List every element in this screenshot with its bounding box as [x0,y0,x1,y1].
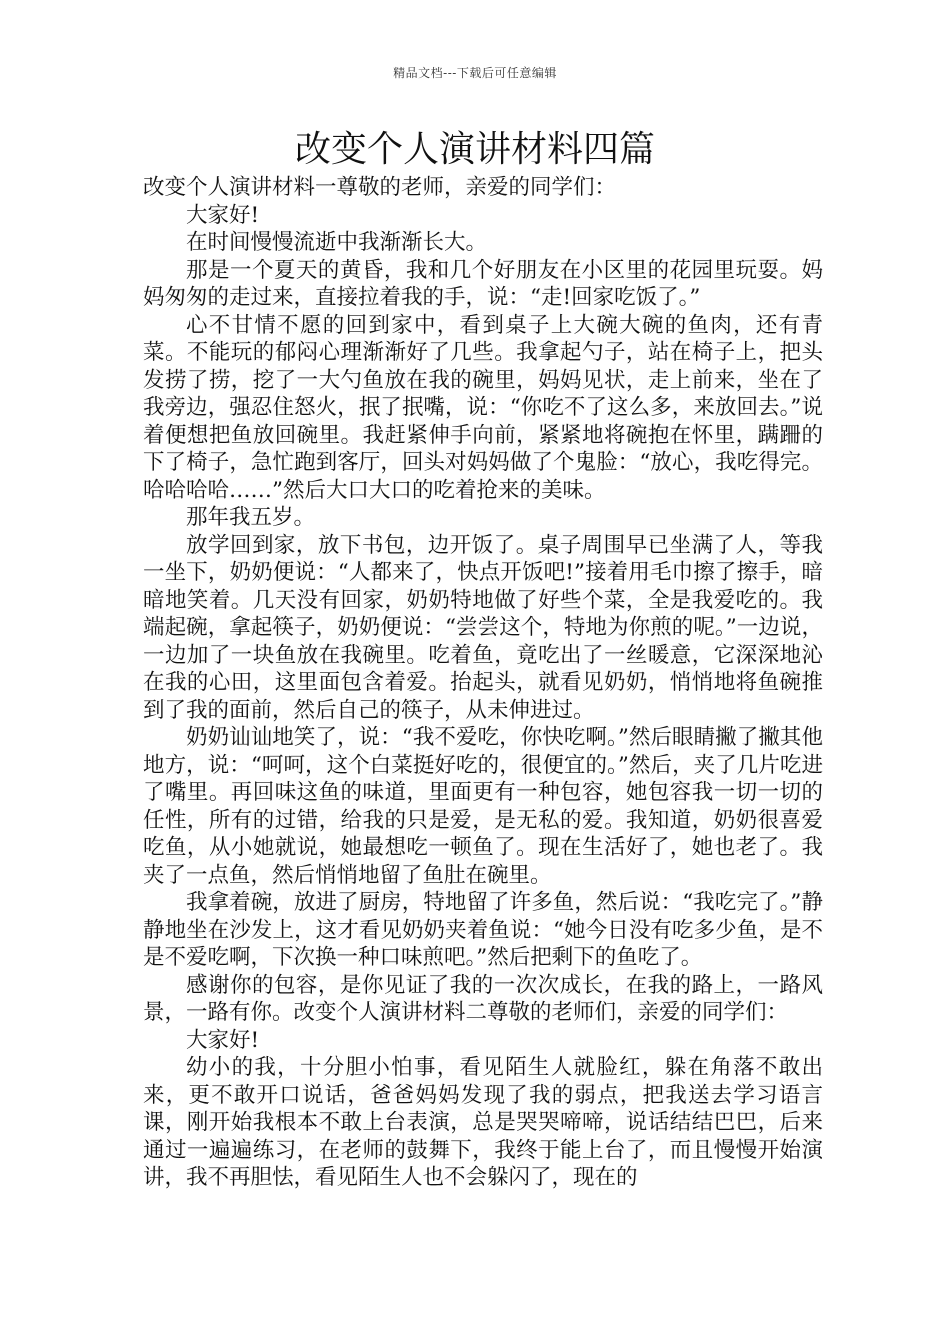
paragraph: 大家好! [186,202,260,228]
paragraph: 奶奶讪讪地笑了，说：“我不爱吃，你快吃啊。”然后眼睛撇了撇其他地方，说：“呵呵，这个白菜挺好吃的，很便宜的。”然后，夹了几片吃进了嘴里。再回味这鱼的味道，里面更有一种包容，她包容我一切一切的任性，所有的过错，给我的只是爱，是无私的爱。我知道，奶奶很喜爱吃鱼，从小她就说，她最想吃一顿鱼了。现在生活好了，她也老了。我夹了一点鱼，然后悄悄地留了鱼肚在碗里。 [143,725,823,888]
paragraph: 幼小的我，十分胆小怕事，看见陌生人就脸红，躲在角落不敢出来，更不敢开口说话，爸爸妈妈发现了我的弱点，把我送去学习语言课，刚开始我根本不敢上台表演，总是哭哭啼啼，说话结结巴巴，后来通过一遍遍练习，在老师的鼓舞下，我终于能上台了，而且慢慢开始演讲，我不再胆怯，看见陌生人也不会躲闪了，现在的 [143,1055,823,1190]
paragraph: 在时间慢慢流逝中我渐渐长大。 [186,230,488,255]
paragraph: 大家好! [186,1027,260,1053]
paragraph: 放学回到家，放下书包，边开饭了。桌子周围早已坐满了人，等我一坐下，奶奶便说：“人都来了，快点开饭吧!”接着用毛巾擦了擦手，暗暗地笑着。几天没有回家，奶奶特地做了好些个菜，全是我爱吃的。我端起碗，拿起筷子，奶奶便说：“尝尝这个，特地为你煎的呢。”一边说，一边加了一块鱼放在我碗里。吃着鱼，竟吃出了一丝暖意，它深深地沁在我的心田，这里面包含着爱。抬起头，就看见奶奶，悄悄地将鱼碗推到了我的面前，然后自己的筷子，从未伸进过。 [143,532,823,723]
paragraph: 那是一个夏天的黄昏，我和几个好朋友在小区里的花园里玩耍。妈妈匆匆的走过来，直接拉着我的手，说：“走!回家吃饭了。” [143,257,823,310]
paragraph: 心不甘情不愿的回到家中，看到桌子上大碗大碗的鱼肉，还有青菜。不能玩的郁闷心理渐渐好了几些。我拿起勺子，站在椅子上，把头发捞了捞，挖了一大勺鱼放在我的碗里，妈妈见状，走上前来，坐在了我旁边，强忍住怒火，抿了抿嘴，说：“你吃不了这么多，来放回去。”说着便想把鱼放回碗里。我赶紧伸手向前，紧紧地将碗抱在怀里，蹒跚的下了椅子，急忙跑到客厅，回头对妈妈做了个鬼脸：“放心，我吃得完。哈哈哈哈……”然后大口大口的吃着抢来的美味。 [143,312,823,503]
paragraph: 我拿着碗，放进了厨房，特地留了许多鱼，然后说：“我吃完了。”静静地坐在沙发上，这才看见奶奶夹着鱼说：“她今日没有吃多少鱼，是不是不爱吃啊，下次换一种口味煎吧。”然后把剩下的鱼吃了。 [143,890,823,970]
document-body [143,174,823,1192]
paragraph: 感谢你的包容，是你见证了我的一次次成长，在我的路上，一路风景，一路有你。改变个人演讲材料二尊敬的老师们，亲爱的同学们： [143,972,823,1025]
document-title: 改变个人演讲材料四篇 [294,129,655,170]
paragraph: 那年我五岁。 [186,505,316,530]
paragraph: 改变个人演讲材料一尊敬的老师，亲爱的同学们： [143,175,617,200]
page-header-note: 精品文档---下载后可任意编辑 [393,66,557,80]
